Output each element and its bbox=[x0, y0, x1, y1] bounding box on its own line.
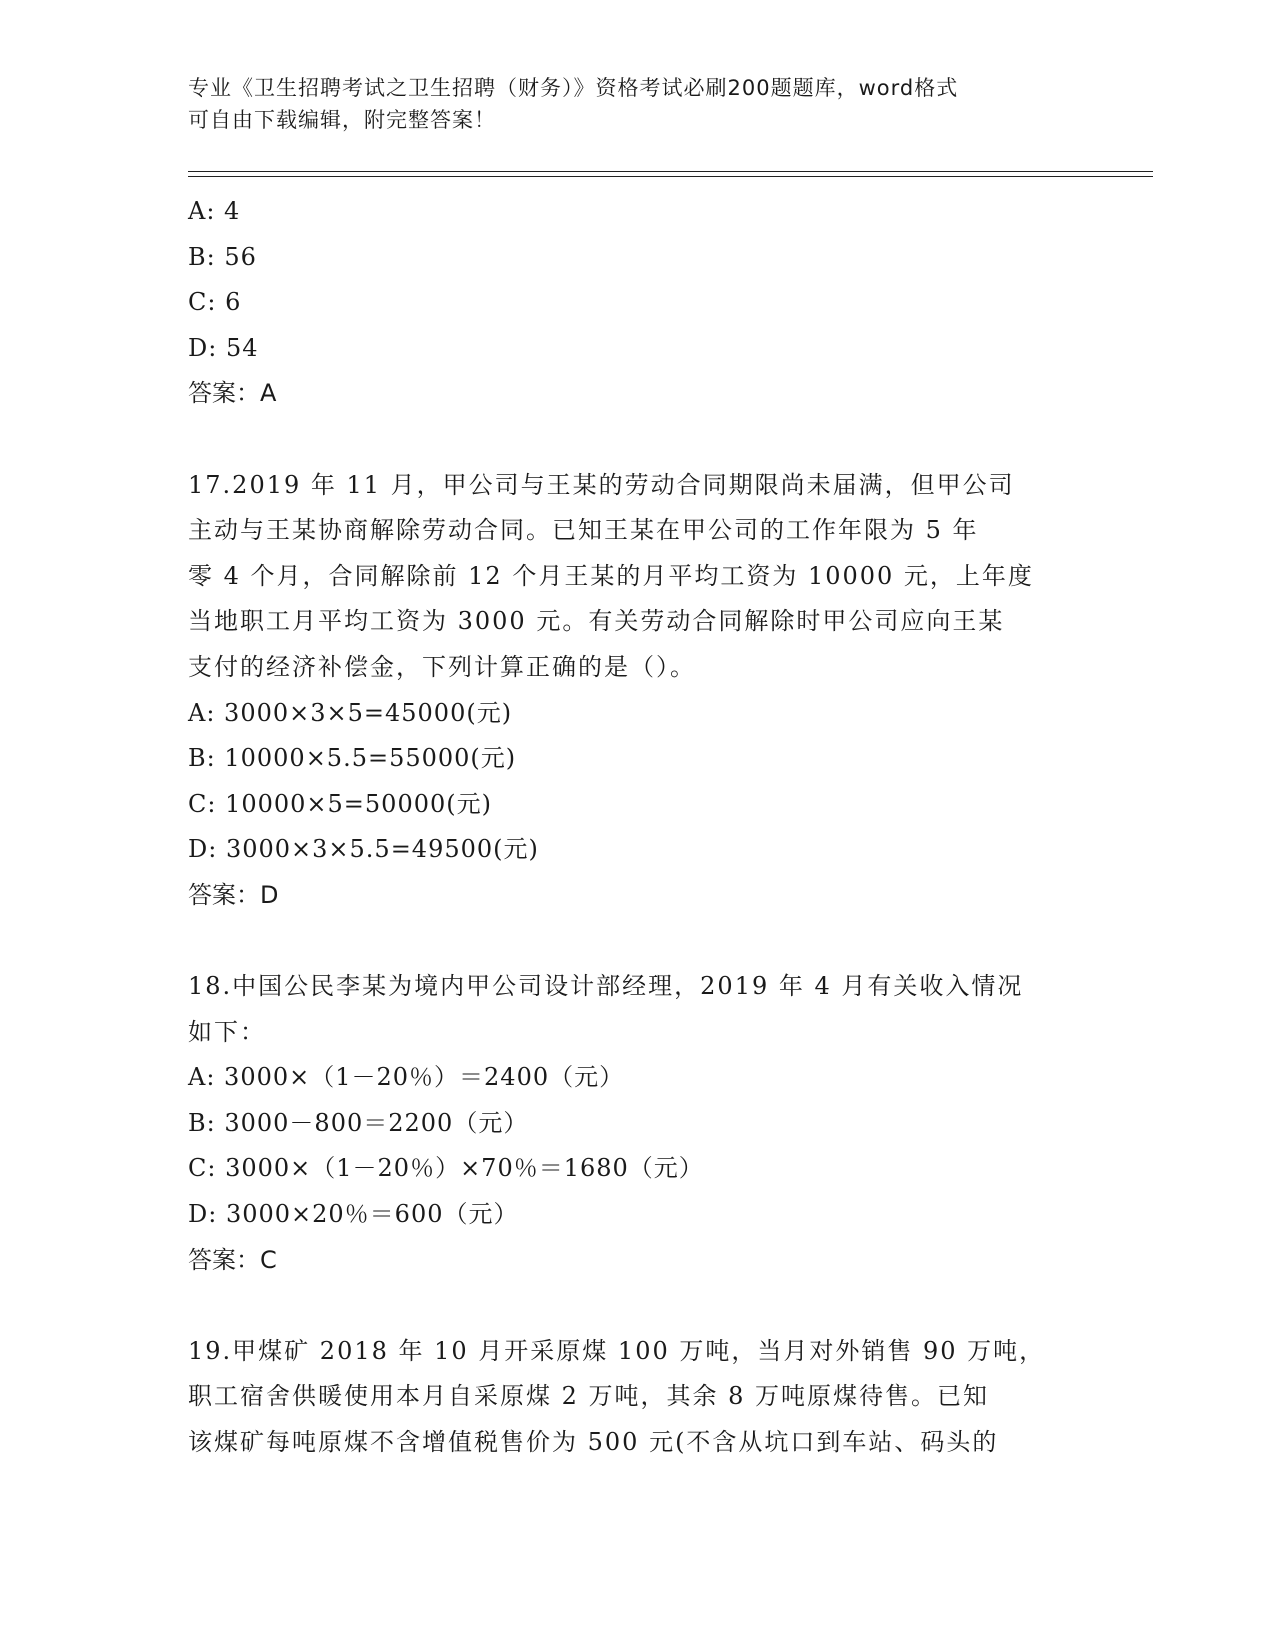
option-c: C: 6 bbox=[188, 288, 242, 317]
answer-line: 答案：C bbox=[188, 1245, 277, 1274]
header-title-line-2: 可自由下载编辑，附完整答案！ bbox=[188, 108, 496, 132]
answer-line: 答案：A bbox=[188, 379, 277, 408]
option-a: A: 4 bbox=[188, 197, 241, 225]
question-17 bbox=[188, 463, 1088, 919]
question-stem-line: 零 4 个月，合同解除前 12 个月王某的月平均工资为 10000 元，上年度 bbox=[188, 561, 1034, 590]
option-b: B: 3000－800＝2200（元） bbox=[188, 1108, 529, 1137]
spacer bbox=[188, 417, 1088, 463]
question-16 bbox=[188, 189, 1088, 417]
option-d: D: 3000×20％＝600（元） bbox=[188, 1200, 519, 1229]
option-c: C: 10000×5=50000(元) bbox=[188, 789, 492, 818]
option-d: D: 3000×3×5.5=49500(元) bbox=[188, 835, 539, 864]
spacer bbox=[188, 1283, 1088, 1329]
question-19 bbox=[188, 1329, 1088, 1466]
option-a: A: 3000×3×5=45000(元) bbox=[188, 698, 513, 727]
option-c: C: 3000×（1－20％）×70％＝1680（元） bbox=[188, 1154, 704, 1183]
question-stem-line: 19.甲煤矿 2018 年 10 月开采原煤 100 万吨，当月对外销售 90 万吨， bbox=[188, 1336, 1046, 1365]
header-title-line-1: 专业《卫生招聘考试之卫生招聘（财务）》资格考试必刷200题题库，word格式 bbox=[188, 76, 959, 100]
option-b: B: 56 bbox=[188, 242, 257, 271]
question-stem-line: 该煤矿每吨原煤不含增值税售价为 500 元(不含从坑口到车站、码头的 bbox=[188, 1428, 999, 1457]
question-stem-line: 18.中国公民李某为境内甲公司设计部经理，2019 年 4 月有关收入情况 bbox=[188, 972, 1024, 1001]
option-d: D: 54 bbox=[188, 333, 259, 362]
option-a: A: 3000×（1－20％）＝2400（元） bbox=[188, 1063, 625, 1092]
spacer bbox=[188, 919, 1088, 965]
question-stem-line: 主动与王某协商解除劳动合同。已知王某在甲公司的工作年限为 5 年 bbox=[188, 516, 979, 545]
question-stem-line: 职工宿舍供暖使用本月自采原煤 2 万吨，其余 8 万吨原煤待售。已知 bbox=[188, 1382, 990, 1411]
header-rule-bottom bbox=[188, 176, 1153, 177]
answer-line: 答案：D bbox=[188, 880, 279, 909]
question-stem-line: 支付的经济补偿金，下列计算正确的是（）。 bbox=[188, 652, 696, 681]
question-stem-line: 如下： bbox=[188, 1017, 266, 1046]
question-stem-line: 17.2019 年 11 月，甲公司与王某的劳动合同期限尚未届满，但甲公司 bbox=[188, 470, 1015, 499]
question-stem-line: 当地职工月平均工资为 3000 元。有关劳动合同解除时甲公司应向王某 bbox=[188, 607, 1005, 636]
document-header bbox=[188, 72, 1068, 136]
question-content bbox=[188, 189, 1088, 1466]
option-b: B: 10000×5.5=55000(元) bbox=[188, 744, 517, 773]
question-18 bbox=[188, 964, 1088, 1283]
header-rule-top bbox=[188, 171, 1153, 172]
